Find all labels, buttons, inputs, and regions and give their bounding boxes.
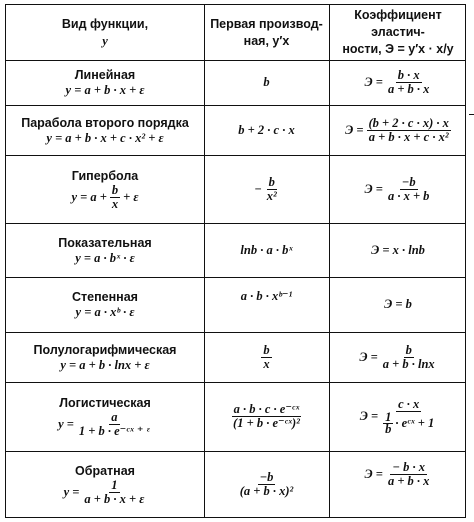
fraction [386, 461, 432, 488]
header-derivative [204, 5, 329, 60]
table-row-semilog-function [6, 332, 204, 382]
function-name: Полулогарифмическая [33, 342, 177, 357]
numerator: a · b · c · e⁻ᶜˣ [233, 402, 300, 416]
formula-lhs: y = a + [71, 189, 107, 204]
elasticity-lhs: Э = [364, 75, 383, 89]
numerator: 1 [385, 410, 392, 424]
margin-mark [469, 114, 474, 115]
denominator: 1 + b · e⁻ᶜˣ ⁺ ᵋ [78, 424, 150, 438]
table-row-parabola-function [6, 105, 204, 155]
denominator: x [263, 356, 270, 371]
numerator: a [111, 410, 118, 424]
table-row-hyperbola-function [6, 155, 204, 223]
denominator: a + b · lnx [382, 356, 435, 371]
elasticity-formula [365, 176, 432, 203]
numerator: b [268, 174, 275, 189]
fraction [386, 176, 432, 203]
derivative-formula: b [263, 75, 270, 89]
function-name: Обратная [75, 463, 135, 478]
denominator: x² [266, 188, 277, 203]
denominator: a + b · x [387, 474, 430, 488]
denominator [381, 412, 436, 435]
numerator: b [263, 342, 270, 357]
numerator: b [111, 182, 119, 197]
function-formula [71, 184, 138, 211]
derivative-cell [204, 223, 329, 277]
elasticity-formula [345, 117, 451, 144]
denominator: a + b · x + ε [84, 491, 145, 506]
function-formula: y = a · bˣ · ε [75, 250, 135, 265]
derivative-formula [238, 471, 296, 498]
minus-sign: − [254, 181, 262, 196]
elasticity-lhs: Э = [364, 467, 383, 481]
derivative-cell [204, 60, 329, 105]
denominator-rest: · eᶜˣ + 1 [395, 416, 435, 430]
header-function-type [6, 5, 204, 60]
header-text: Вид функции, [61, 16, 149, 31]
header-text: Первая производ- [210, 16, 323, 31]
numerator: − b · x [392, 460, 425, 474]
table-row-linear-function [6, 60, 204, 105]
derivative-cell [204, 382, 329, 451]
derivative-formula [231, 403, 302, 430]
function-name: Степенная [72, 290, 138, 304]
function-name: Гипербола [71, 168, 139, 183]
table-row-power-function [6, 277, 204, 332]
denominator: a + b · x [387, 82, 430, 96]
function-name: Линейная [74, 68, 136, 82]
numerator: b [405, 342, 412, 357]
numerator: b · x [397, 68, 420, 82]
formula-rhs: + ε [123, 189, 139, 204]
derivative-cell [204, 451, 329, 517]
function-formula: y = a + b · x + c · x² + ε [46, 130, 164, 145]
function-name: Показательная [58, 235, 152, 250]
function-formula: y = a + b · x + ε [65, 83, 145, 97]
function-formula: y = a + b · lnx + ε [60, 357, 150, 372]
derivative-cell [204, 277, 329, 332]
denominator: b [385, 422, 392, 436]
table-row-exponential-function [6, 223, 204, 277]
derivative-cell [204, 332, 329, 382]
inner-fraction [383, 412, 393, 435]
derivative-formula [254, 176, 279, 203]
function-name: Логистическая [59, 396, 151, 410]
fraction [381, 344, 437, 371]
elasticity-cell [329, 277, 467, 332]
numerator: −b [401, 174, 416, 189]
fraction [386, 69, 432, 96]
functions-table [5, 4, 466, 518]
elasticity-formula [360, 398, 436, 435]
derivative-formula: lnb · a · bˣ [240, 242, 293, 257]
derivative-formula: b + 2 · c · x [238, 122, 295, 137]
fraction [110, 184, 120, 211]
derivative-cell [204, 155, 329, 223]
header-text: Коэффициент эластич- [354, 8, 442, 39]
elasticity-cell [329, 223, 467, 277]
elasticity-formula: Э = b [384, 297, 412, 311]
function-formula [58, 411, 152, 438]
header-text: ная, y′x [243, 33, 290, 48]
numerator: −b [259, 469, 274, 484]
numerator: c · x [398, 397, 420, 411]
elasticity-cell [329, 60, 467, 105]
table-row-inverse-function [6, 451, 204, 517]
formula-lhs: y = [58, 417, 74, 431]
elasticity-cell [329, 105, 467, 155]
header-text: ности, Э = y′x · x/y [342, 42, 454, 56]
elasticity-cell [329, 155, 467, 223]
numerator: (b + 2 · c · x) · x [368, 115, 449, 130]
table-row-logistic-function [6, 382, 204, 451]
elasticity-formula: Э = x · lnb [371, 242, 425, 257]
elasticity-lhs: Э = [345, 122, 364, 137]
elasticity-lhs: Э = [359, 349, 378, 364]
denominator: x [111, 196, 119, 211]
elasticity-cell [329, 382, 467, 451]
fraction [77, 411, 152, 438]
fraction [265, 176, 279, 203]
fraction [367, 117, 451, 144]
elasticity-formula [365, 461, 432, 488]
fraction [381, 398, 436, 435]
denominator: a · x + b [387, 188, 430, 203]
elasticity-formula [359, 344, 436, 371]
header-var: y [102, 33, 108, 48]
derivative-cell [204, 105, 329, 155]
elasticity-formula [365, 69, 432, 96]
denominator: (a + b · x)² [239, 483, 294, 498]
elasticity-lhs: Э = [359, 409, 379, 423]
denominator: (1 + b · e⁻ᶜˣ)² [233, 416, 300, 430]
fraction [82, 479, 146, 506]
elasticity-cell [329, 451, 467, 517]
function-formula [64, 479, 147, 506]
header-elasticity [329, 5, 467, 60]
derivative-formula [261, 344, 271, 371]
formula-lhs: y = [63, 484, 80, 499]
function-formula: y = a · xᵇ · ε [75, 305, 135, 319]
numerator: 1 [111, 477, 118, 492]
derivative-formula: a · b · xᵇ⁻¹ [240, 289, 293, 303]
elasticity-cell [329, 332, 467, 382]
function-name: Парабола второго порядка [21, 115, 189, 130]
denominator: a + b · x + c · x² [368, 129, 449, 144]
elasticity-lhs: Э = [364, 181, 383, 196]
